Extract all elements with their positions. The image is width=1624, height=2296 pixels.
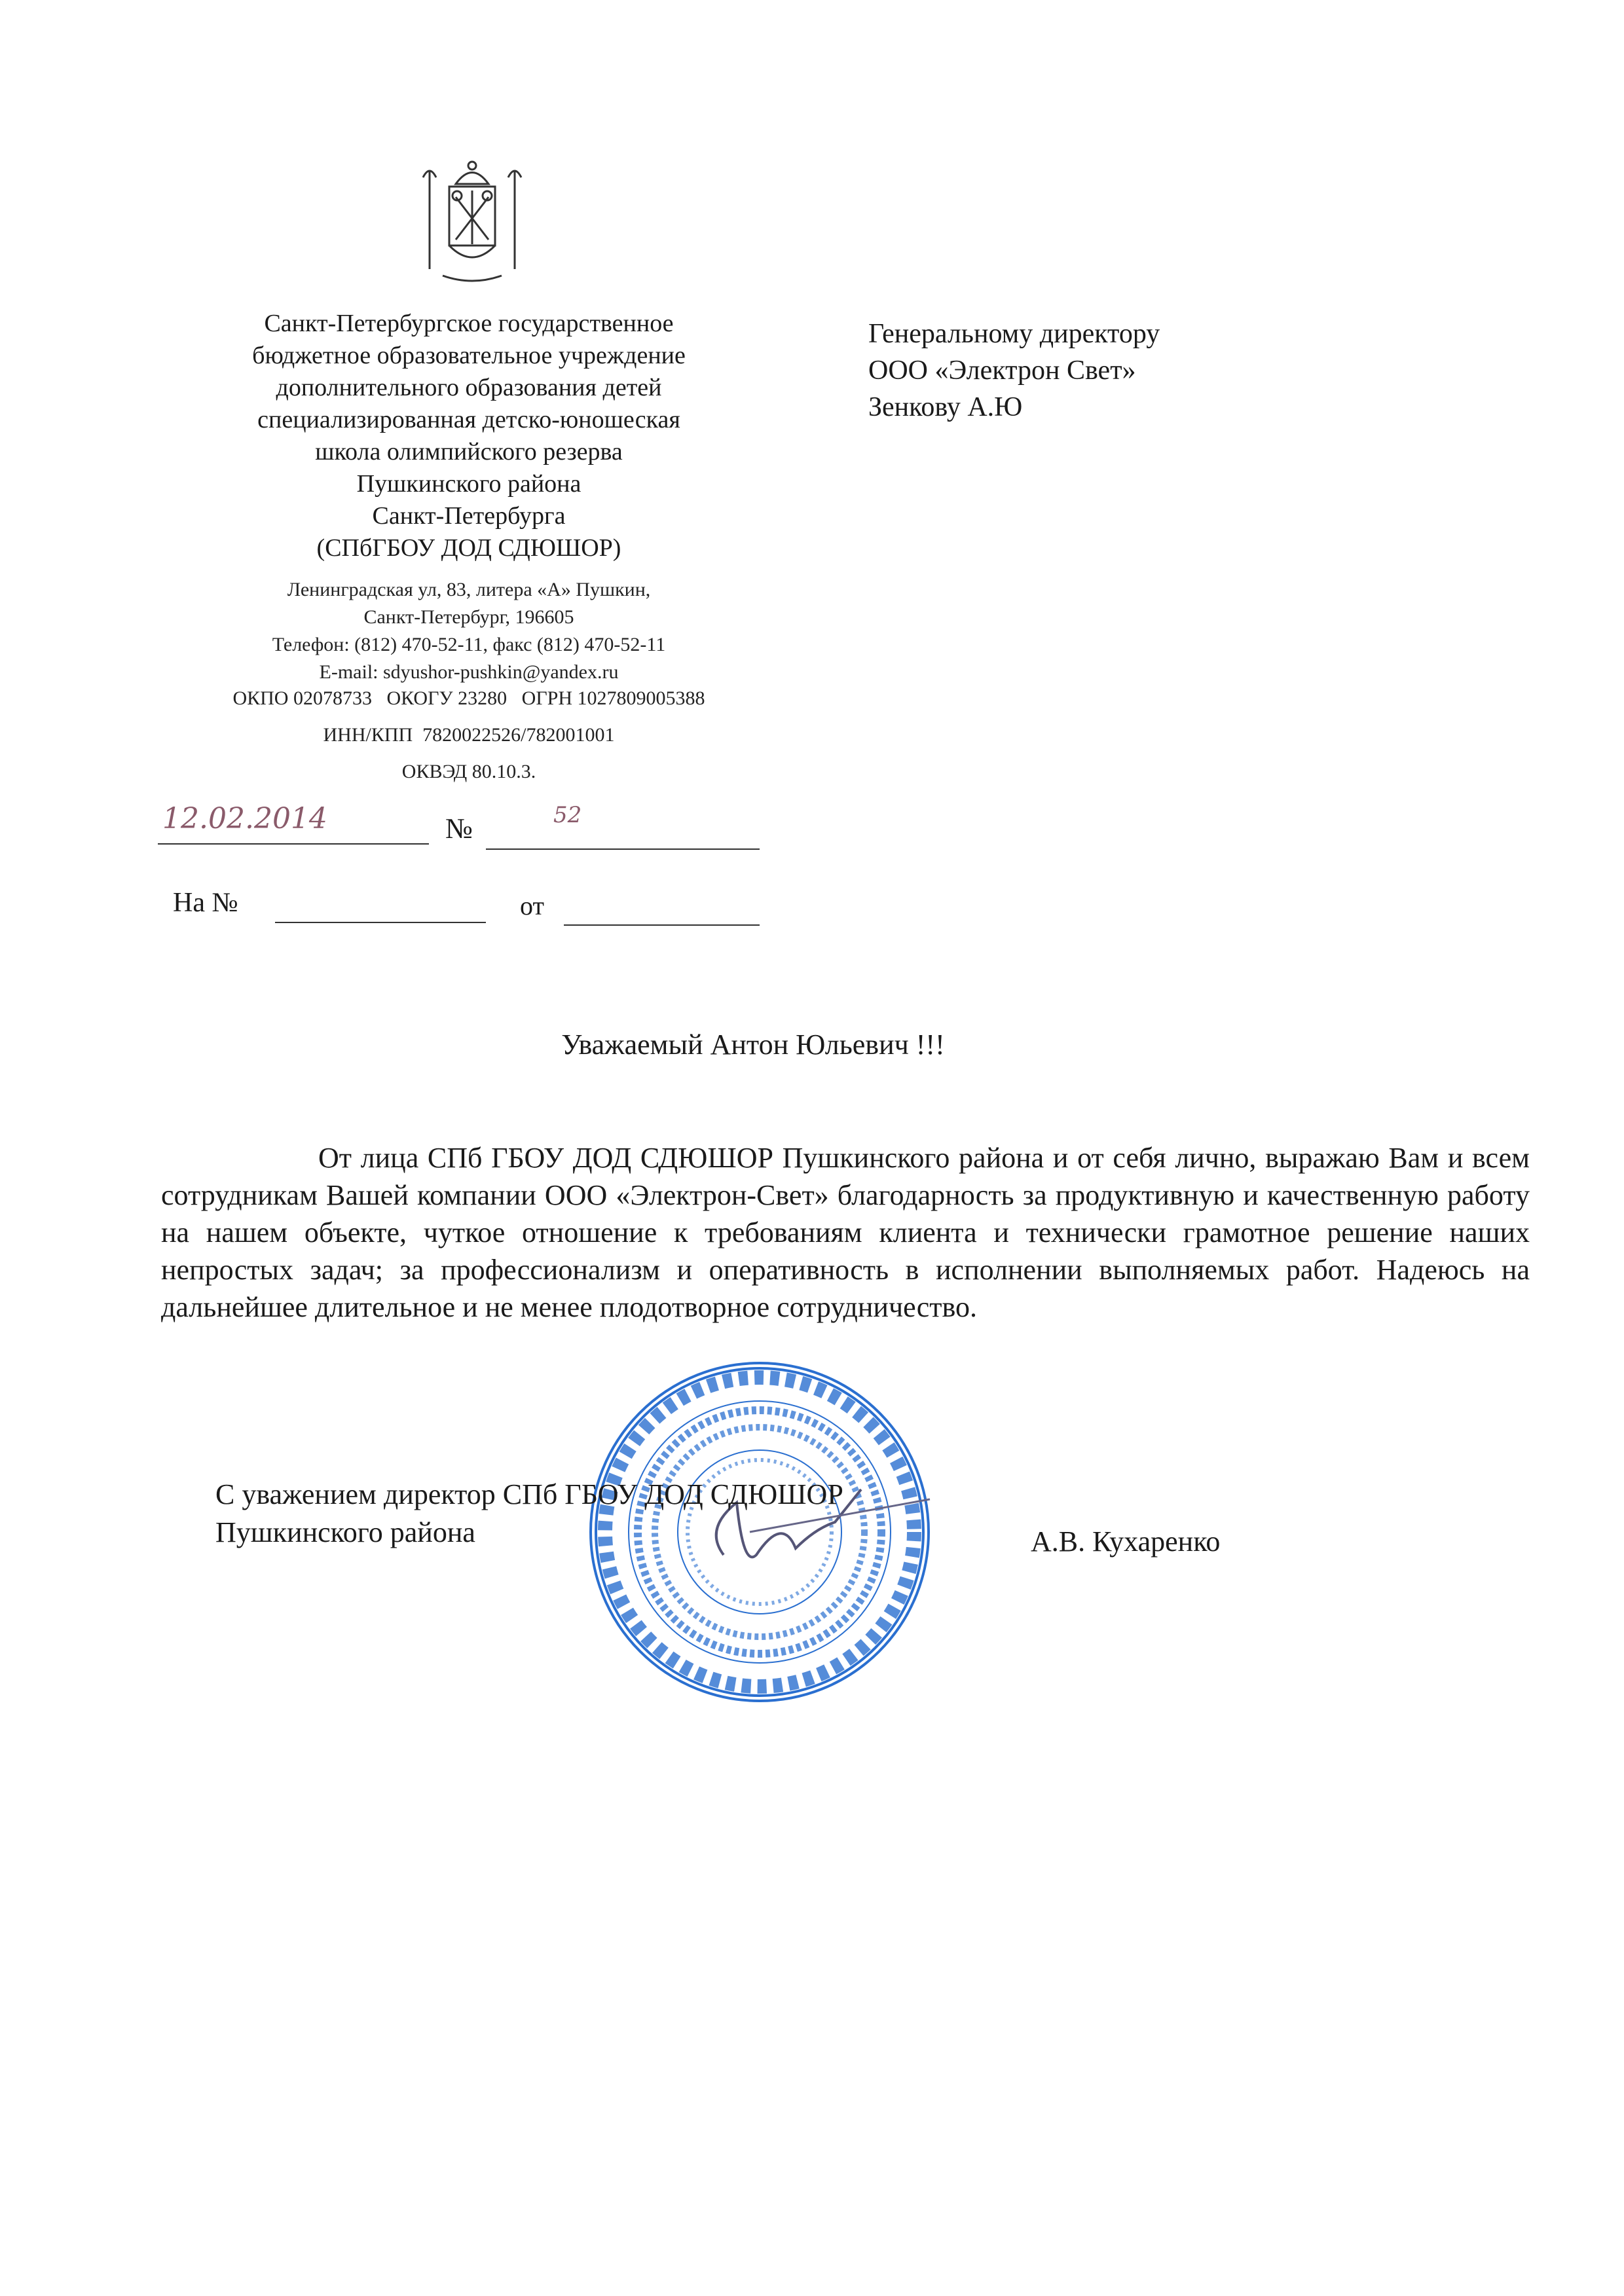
org-line: (СПбГБОУ ДОД СДЮШОР) [316,534,621,562]
org-line: Санкт-Петербургское государственное [264,310,674,337]
salutation: Уважаемый Антон Юльевич !!! [561,1029,945,1061]
reply-number-line [275,922,486,923]
closing-line: С уважением директор СПб ГБОУ ДОД СДЮШОР [215,1478,843,1510]
registration-codes: ОКПО 02078733 ОКОГУ 23280 ОГРН 1027809005388 [232,687,705,709]
address-line: Санкт-Петербург, 196605 [363,606,574,628]
org-line: школа олимпийского резерва [315,438,623,465]
from-date-line [564,924,760,926]
org-line: дополнительного образования детей [276,374,662,401]
closing-block [215,1476,843,1552]
reply-number-label: На № [173,888,238,918]
coat-of-arms-emblem [410,158,534,286]
addressee-line: ООО «Электрон Свет» [868,355,1136,386]
handwritten-date: 12.02.2014 [162,802,327,835]
phone-line: Телефон: (812) 470-52-11, факс (812) 470-52-11 [272,634,666,655]
addressee-line: Генеральному директору [868,319,1160,349]
signatory-name: А.В. Кухаренко [1031,1525,1221,1558]
closing-line: Пушкинского района [215,1516,475,1548]
address-line: Ленинградская ул, 83, литера «А» Пушкин, [287,579,651,600]
org-line: специализированная детско-юношеская [257,406,680,433]
org-line: Пушкинского района [356,470,581,498]
handwritten-number: 52 [553,802,582,828]
body-paragraph: От лица СПб ГБОУ ДОД СДЮШОР Пушкинского района и от себя лично, выражаю Вам и всем сотрудникам Вашей компании ООО «Электрон-Свет» благодарность за продуктивную и качественную работу на нашем объекте, чуткое отношение к требованиям клиента и технически грамотное решение наших непростых задач; за профессионализм и оперативность в исполнении выполняемых работ. Надеюсь на дальнейшее длительное и не менее плодотворное сотрудничество. [161,1142,1530,1323]
letter-body [161,1139,1530,1326]
number-line [486,848,760,850]
addressee-block [868,316,1160,426]
email-line: E-mail: sdyushor-pushkin@yandex.ru [319,661,619,683]
org-line: бюджетное образовательное учреждение [252,342,686,369]
inn-kpp: ИНН/КПП 7820022526/782001001 [323,724,615,746]
number-label: № [445,812,473,845]
org-line: Санкт-Петербурга [372,502,566,530]
okved: ОКВЭД 80.10.3. [401,761,536,782]
organization-contacts [174,576,764,786]
addressee-line: Зенкову А.Ю [868,392,1023,422]
from-label: от [520,891,544,920]
organization-name [207,308,731,564]
date-line [158,843,429,845]
